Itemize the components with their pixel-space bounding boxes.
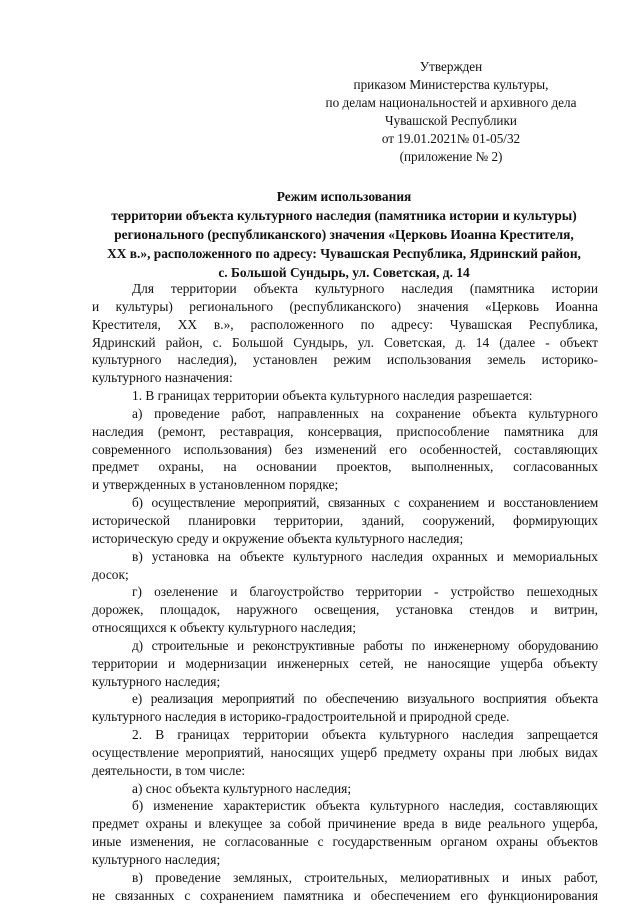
body-line: культурного наследия в историко-градостроительной и природной среде. (92, 709, 510, 725)
approval-line: приказом Министерства культуры, (353, 77, 549, 92)
body-line: культурного назначения: (92, 370, 233, 386)
body-line: дорожек, площадок, наружного освещения, установка стендов и витрин, (92, 602, 598, 618)
body-line: в) проведение земляных, строительных, мелиоративных и иных работ, (132, 869, 598, 885)
body-line: Для территории объекта культурного наследия (памятника истории (132, 281, 598, 296)
title-line: регионального (республиканского) значения «Церковь Иоанна Крестителя, (114, 227, 574, 242)
body-line: наследия (ремонт, реставрация, консервация, приспособление памятника для (92, 423, 598, 439)
document-body (92, 280, 598, 905)
body-line: иные изменения, не согласованные с государственным органом охраны объектов (92, 834, 598, 850)
body-line: культурного наследия; (92, 852, 221, 867)
title-line: с. Большой Сундырь, ул. Советская, д. 14 (218, 265, 470, 280)
body-line: деятельности, в том числе: (92, 762, 246, 778)
body-line: а) проведение работ, направленных на сохранение объекта культурного (132, 405, 598, 421)
document-title (88, 187, 600, 282)
body-line: е) реализация мероприятий по обеспечению визуального восприятия объекта (132, 691, 598, 707)
body-line: г) озеленение и благоустройство территории - устройство пешеходных (132, 584, 598, 600)
body-line: б) осуществление мероприятий, связанных с сохранением и восстановлением (132, 495, 598, 511)
approval-line: по делам национальностей и архивного дела (325, 95, 577, 110)
body-line: предмет охраны, на основании проектов, выполненных, согласованных (92, 459, 598, 475)
body-line: культурного наследия; (92, 673, 221, 689)
body-line: и культуры) регионального (республиканского) значения «Церковь Иоанна (92, 298, 598, 314)
approval-line: Утвержден (419, 59, 483, 74)
body-line: современного использования) без изменений его особенностей, составляющих (92, 441, 598, 457)
body-line: 2. В границах территории объекта культурного наследия запрещается (132, 727, 598, 743)
body-line: а) снос объекта культурного наследия; (132, 780, 352, 796)
approval-line: Чувашской Республики (385, 113, 517, 128)
body-line: д) строительные и реконструктивные работы по инженерному оборудованию (132, 637, 598, 653)
body-line: Ядринский район, с. Большой Сундырь, ул. Советская, д. 14 (далее - объект (92, 334, 598, 350)
body-line: осуществление мероприятий, наносящих ущерб предмету охраны при любых видах (92, 744, 598, 760)
body-line: культурного наследия), установлен режим использования земель историко- (92, 352, 598, 368)
body-line: в) установка на объекте культурного наследия охранных и мемориальных (132, 548, 598, 564)
body-line: территории и модернизации инженерных сетей, не наносящие ущерба объекту (92, 655, 598, 671)
body-line: историческую среду и окружение объекта культурного наследия; (92, 530, 464, 546)
body-line: исторической планировки территории, зданий, сооружений, формирующих (92, 512, 598, 528)
body-line: предмет охраны и влекущее за собой причинение вреда в виде реального ущерба, (92, 816, 598, 832)
body-line: относящихся к объекту культурного наследия; (92, 620, 357, 636)
title-line: XX в.», расположенного по адресу: Чувашская Республика, Ядринский район, (107, 246, 581, 261)
body-line: Крестителя, XX в.», расположенного по адресу: Чувашская Республика, (92, 316, 598, 332)
body-line: досок; (92, 566, 129, 582)
body-line: б) изменение характеристик объекта культурного наследия, составляющих (132, 798, 598, 814)
body-line: и утвержденных в установленном порядке; (92, 477, 339, 493)
body-line: 1. В границах территории объекта культурного наследия разрешается: (132, 388, 533, 404)
approval-line: (приложение № 2) (399, 149, 503, 164)
approval-line: от 19.01.2021№ 01-05/32 (381, 131, 521, 146)
title-line: территории объекта культурного наследия (памятника истории и культуры) (111, 208, 577, 223)
body-line: не связанных с сохранением памятника и обеспечением его функционирования (92, 887, 598, 903)
title-line: Режим использования (276, 189, 412, 204)
approval-stamp (300, 58, 602, 166)
